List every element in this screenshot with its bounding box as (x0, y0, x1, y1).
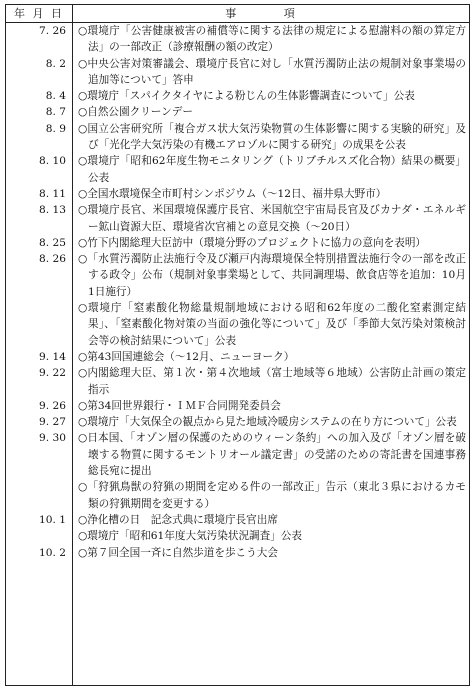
row-events (78, 121, 466, 154)
row-date: 8. 4 (45, 90, 66, 103)
table-row (6, 251, 469, 349)
row-date: 9. 26 (39, 399, 66, 412)
row-events (78, 104, 466, 120)
event-entry: ○第34回世界銀行・ＩＭＦ合同開発委員会 (78, 399, 281, 412)
event-entry: ○国立公害研究所「複合ガス状大気汚染物質の生体影響に関する実験的研究」及び「光化学大気汚染の有機エアロゾルに関する研究」の成果を公表 (78, 122, 466, 152)
table-row (6, 430, 469, 511)
event-entry: ○環境庁「大気保全の観点から見た地域冷暖房システムの在り方について」公表 (78, 416, 457, 429)
row-events (78, 545, 466, 561)
row-events (78, 430, 466, 511)
table-row (6, 104, 469, 120)
row-date: 9. 22 (39, 367, 66, 380)
table-row (6, 414, 469, 430)
row-events (78, 398, 466, 414)
row-date: 8. 10 (39, 155, 66, 168)
event-entry: ○「狩猟鳥獣の狩猟の期間を定める件の一部改正」告示（東北３県におけるカモ類の狩猟期間を変更する） (78, 481, 466, 510)
table-row (6, 23, 469, 56)
row-events (78, 365, 466, 398)
date-column-header: 年 月 日 (14, 7, 64, 20)
event-column-header: 事 項 (225, 7, 317, 20)
row-date: 9. 27 (39, 416, 66, 429)
row-events (78, 56, 466, 89)
row-events (78, 153, 466, 186)
event-entry: ○自然公園クリーンデー (78, 106, 193, 119)
row-date: 9. 14 (39, 350, 66, 363)
event-entry: ○環境庁長官、米国環境保護庁長官、米国航空宇宙局長官及びカナダ・エネルギー鉱山資源大臣、環境省次官補との意見交換（～20日） (78, 204, 466, 233)
row-events (78, 414, 466, 430)
row-events (78, 251, 466, 349)
event-entry: ○全国水環境保全市町村シンポジウム（～12日、福井県大野市） (78, 187, 387, 200)
event-entry: ○中央公害対策審議会、環境庁長官に対し「水質汚濁防止法の規制対象事業場の追加等について」答申 (78, 57, 466, 86)
table-row (6, 365, 469, 398)
table-row (6, 202, 469, 235)
row-events (78, 88, 466, 104)
row-date: 8. 13 (39, 204, 66, 217)
row-date: 8. 25 (39, 236, 66, 249)
event-entry: ○環境庁「窒素酸化物総量規制地域における昭和62年度の二酸化窒素測定結果」、「窒素酸化物対策の当面の強化等について」及び「季節大気汚染対策検討会等の検討結果について」公表 (78, 302, 466, 347)
table-body (6, 23, 469, 561)
event-entry: ○第７回全国一斉に自然歩道を歩こう大会 (78, 546, 278, 559)
row-date: 8. 2 (45, 57, 66, 70)
row-events (78, 186, 466, 202)
table-row (6, 512, 469, 545)
row-date: 9. 30 (39, 432, 66, 445)
row-date: 8. 7 (45, 106, 66, 119)
event-entry: ○環境庁「スパイクタイヤによる粉じんの生体影響調査について」公表 (78, 90, 415, 103)
event-entry: ○日本国、「オゾン層の保護のためのウィーン条約」への加入及び「オゾン層を破壊する物質に関するモントリオール議定書」の受諾のための寄託書を国連事務総長宛に提出 (78, 432, 466, 478)
table-row (6, 186, 469, 202)
row-date: 7. 26 (39, 25, 66, 37)
table-row (6, 121, 469, 154)
row-date: 8. 26 (39, 253, 66, 266)
row-date: 10. 2 (39, 546, 66, 559)
row-events (78, 349, 466, 365)
table-row (6, 153, 469, 186)
row-events (78, 512, 466, 545)
table-row (6, 545, 469, 561)
table-row (6, 235, 469, 251)
table-row (6, 349, 469, 365)
event-entry: ○環境庁「昭和62年度生物モニタリング（トリブチルスズ化合物）結果の概要」公表 (78, 155, 466, 184)
table-row (6, 398, 469, 414)
event-entry: ○環境庁「昭和61年度大気汚染状況調査」公表 (78, 530, 303, 543)
row-events (78, 202, 466, 235)
row-events (78, 235, 466, 251)
event-entry: ○「水質汚濁防止法施行令及び瀬戸内海環境保全特別措置法施行令の一部を改正する政令」公布（規制対象事業場として、共同調理場、飲食店等を追加：10月1日施行） (78, 253, 466, 298)
event-entry: ○環境庁「公害健康被害の補償等に関する法律の規定による慰謝料の額の算定方法」の一部改正（診療報酬の額の改定） (78, 25, 466, 54)
table-row (6, 88, 469, 104)
event-entry: ○第43回国連総会（～12月、ニューヨーク） (78, 350, 295, 363)
table-header (6, 5, 469, 23)
event-entry: ○内閣総理大臣、第１次・第４次地域（富士地域等６地域）公害防止計画の策定指示 (78, 367, 466, 396)
event-entry: ○浄化槽の日 記念式典に環境庁長官出席 (78, 513, 278, 526)
row-date: 8. 11 (39, 187, 66, 200)
table-row (6, 56, 469, 89)
chronology-table (5, 4, 470, 686)
row-events (78, 23, 466, 56)
row-date: 10. 1 (39, 513, 66, 526)
row-date: 8. 9 (45, 122, 66, 135)
event-entry: ○竹下内閣総理大臣訪中（環境分野のプロジェクトに協力の意向を表明） (78, 236, 427, 249)
